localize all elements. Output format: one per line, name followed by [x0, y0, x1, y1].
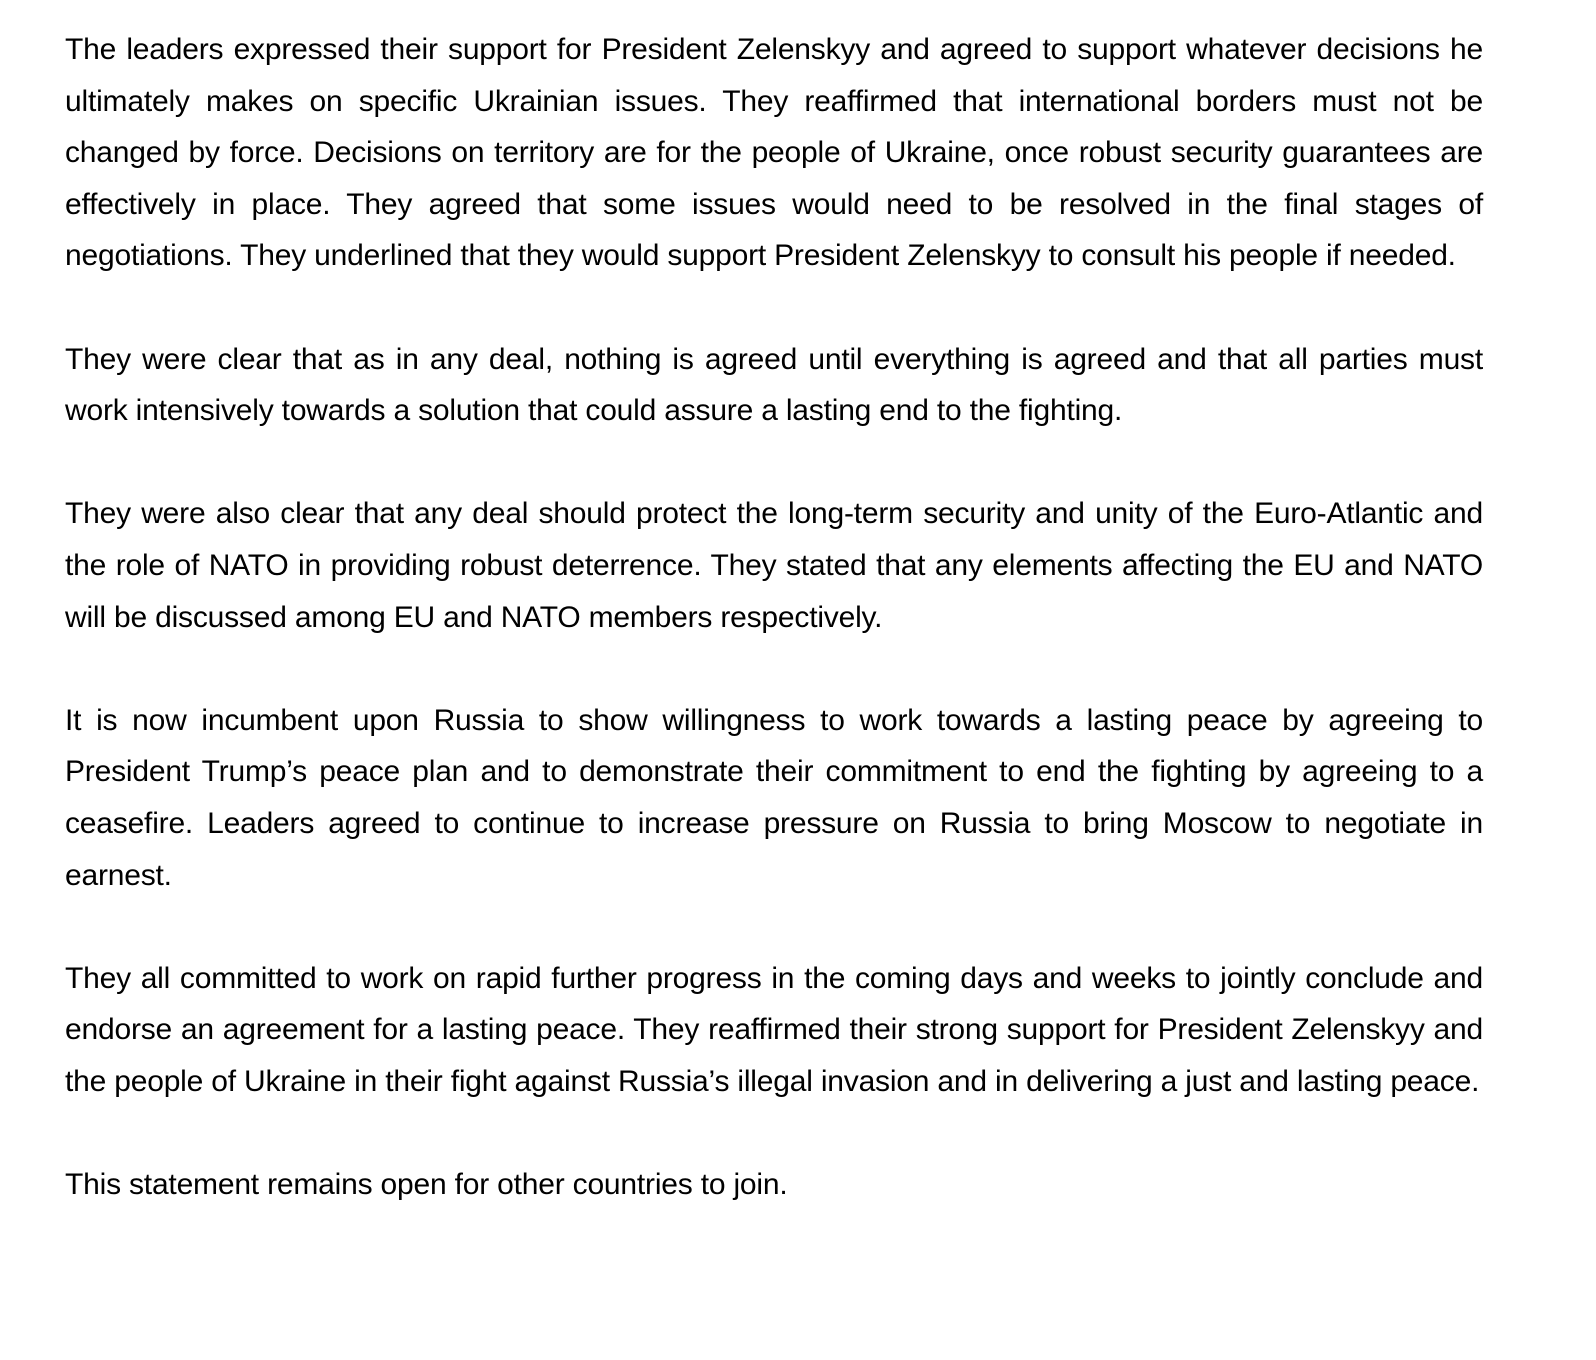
paragraph-support-zelenskyy: The leaders expressed their support for President Zelenskyy and agreed to support whatever decisions he ultimately makes on specific Ukrainian issues. They reaffirmed that international borders must not be changed by force. Decisions on territory are for the people of Ukraine, once robust security guarantees are effectively in place. They agreed that some issues would need to be resolved in the final stages of negotiations. They underlined that they would support President Zelenskyy to consult his people if needed. [65, 33, 1483, 273]
document-body [65, 24, 1483, 1211]
paragraph-russia-ceasefire: It is now incumbent upon Russia to show willingness to work towards a lasting peace by agreeing to President Trump’s peace plan and to demonstrate their commitment to end the fighting by agreeing to a ceasefire. Leaders agreed to continue to increase pressure on Russia to bring Moscow to negotiate in earnest. [65, 703, 1483, 892]
paragraph-open-statement: This statement remains open for other countries to join. [65, 1168, 788, 1202]
paragraph-lasting-peace: They all committed to work on rapid further progress in the coming days and weeks to jointly conclude and endorse an agreement for a lasting peace. They reaffirmed their strong support for President Zelenskyy and the people of Ukraine in their fight against Russia’s illegal invasion and in delivering a just and lasting peace. [65, 961, 1483, 1098]
paragraph-euro-atlantic-security: They were also clear that any deal should protect the long-term security and unity of the Euro-Atlantic and the role of NATO in providing robust deterrence. They stated that any elements affecting the EU and NATO will be discussed among EU and NATO members respectively. [65, 497, 1483, 634]
paragraph-nothing-agreed: They were clear that as in any deal, nothing is agreed until everything is agreed and that all parties must work intensively towards a solution that could assure a lasting end to the fighting. [65, 342, 1483, 428]
